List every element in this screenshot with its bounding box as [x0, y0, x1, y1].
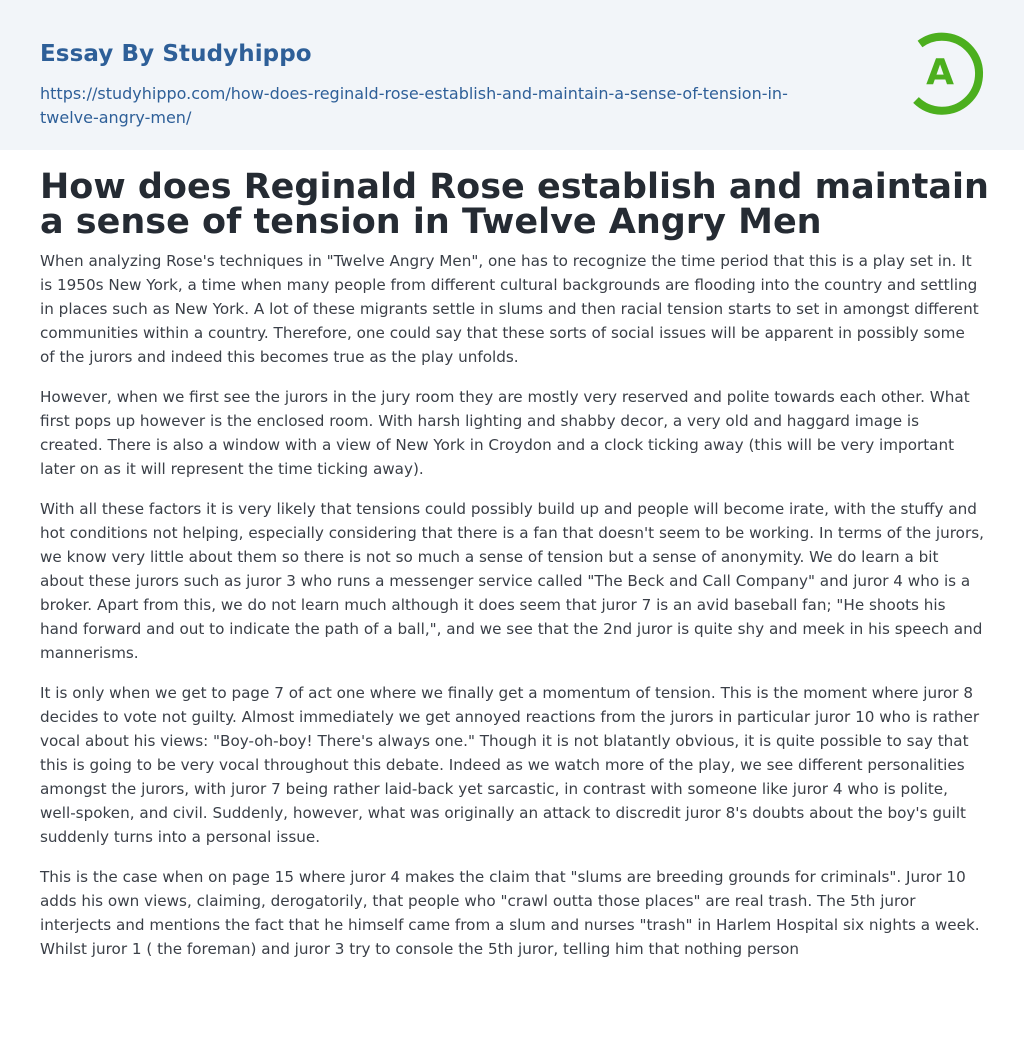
source-url-line-1: https://studyhippo.com/how-does-reginald-rose-establish-and-maintain-a-sense-of-tension-in-	[40, 84, 788, 103]
studyhippo-logo[interactable]	[902, 28, 988, 116]
paragraph: This is the case when on page 15 where juror 4 makes the claim that "slums are breeding grounds for criminals". Juror 10 adds his own views, claiming, derogatorily, that people who "crawl outta those places" are real trash. The 5th juror interjects and mentions the fact that he himself came from a slum and nurses "trash" in Harlem Hospital six nights a week. Whilst juror 1 ( the foreman) and juror 3 try to console the 5th juror, telling him that nothing person	[40, 868, 980, 958]
brand-title[interactable]: Essay By Studyhippo	[40, 41, 312, 67]
paragraph: However, when we first see the jurors in the jury room they are mostly very reserved and polite towards each other. What first pops up however is the enclosed room. With harsh lighting and shabby decor, a very old and haggard image is created. There is also a window with a view of New York in Croydon and a clock ticking away (this will be very important later on as it will represent the time ticking away).	[40, 388, 970, 478]
article-body	[40, 249, 984, 977]
site-header	[0, 0, 1024, 150]
logo-ring-icon	[902, 28, 988, 116]
source-url-link[interactable]	[40, 82, 860, 130]
paragraph: When analyzing Rose's techniques in "Twelve Angry Men", one has to recognize the time period that this is a play set in. It is 1950s New York, a time when many people from different cultural backgrounds are flooding into the country and settling in places such as New York. A lot of these migrants settle in slums and then racial tension starts to set in amongst different communities within a country. Therefore, one could say that these sorts of social issues will be apparent in possibly some of the jurors and indeed this becomes true as the play unfolds.	[40, 252, 979, 366]
source-url-line-2: twelve-angry-men/	[40, 108, 192, 127]
logo-letter: A	[926, 52, 954, 93]
paragraph: It is only when we get to page 7 of act one where we finally get a momentum of tension. This is the moment where juror 8 decides to vote not guilty. Almost immediately we get annoyed reactions from the jurors in particular juror 10 who is rather vocal about his views: "Boy-oh-boy! There's always one." Though it is not blatantly obvious, it is quite possible to say that this is going to be very vocal throughout this debate. Indeed as we watch more of the play, we see different personalities amongst the jurors, with juror 7 being rather laid-back yet sarcastic, in contrast with someone like juror 4 who is polite, well-spoken, and civil. Suddenly, however, what was originally an attack to discredit juror 8's doubts about the boy's guilt suddenly turns into a personal issue.	[40, 684, 980, 846]
article-title: How does Reginald Rose establish and maintain a sense of tension in Twelve Angry Men	[40, 167, 989, 242]
paragraph: With all these factors it is very likely that tensions could possibly build up and people will become irate, with the stuffy and hot conditions not helping, especially considering that there is a fan that doesn't seem to be working. In terms of the jurors, we know very little about them so there is not so much a sense of tension but a sense of anonymity. We do learn a bit about these jurors such as juror 3 who runs a messenger service called "The Beck and Call Company" and juror 4 who is a broker. Apart from this, we do not learn much although it does seem that juror 7 is an avid baseball fan; "He shoots his hand forward and out to indicate the path of a ball,", and we see that the 2nd juror is quite shy and meek in his speech and mannerisms.	[40, 500, 984, 662]
